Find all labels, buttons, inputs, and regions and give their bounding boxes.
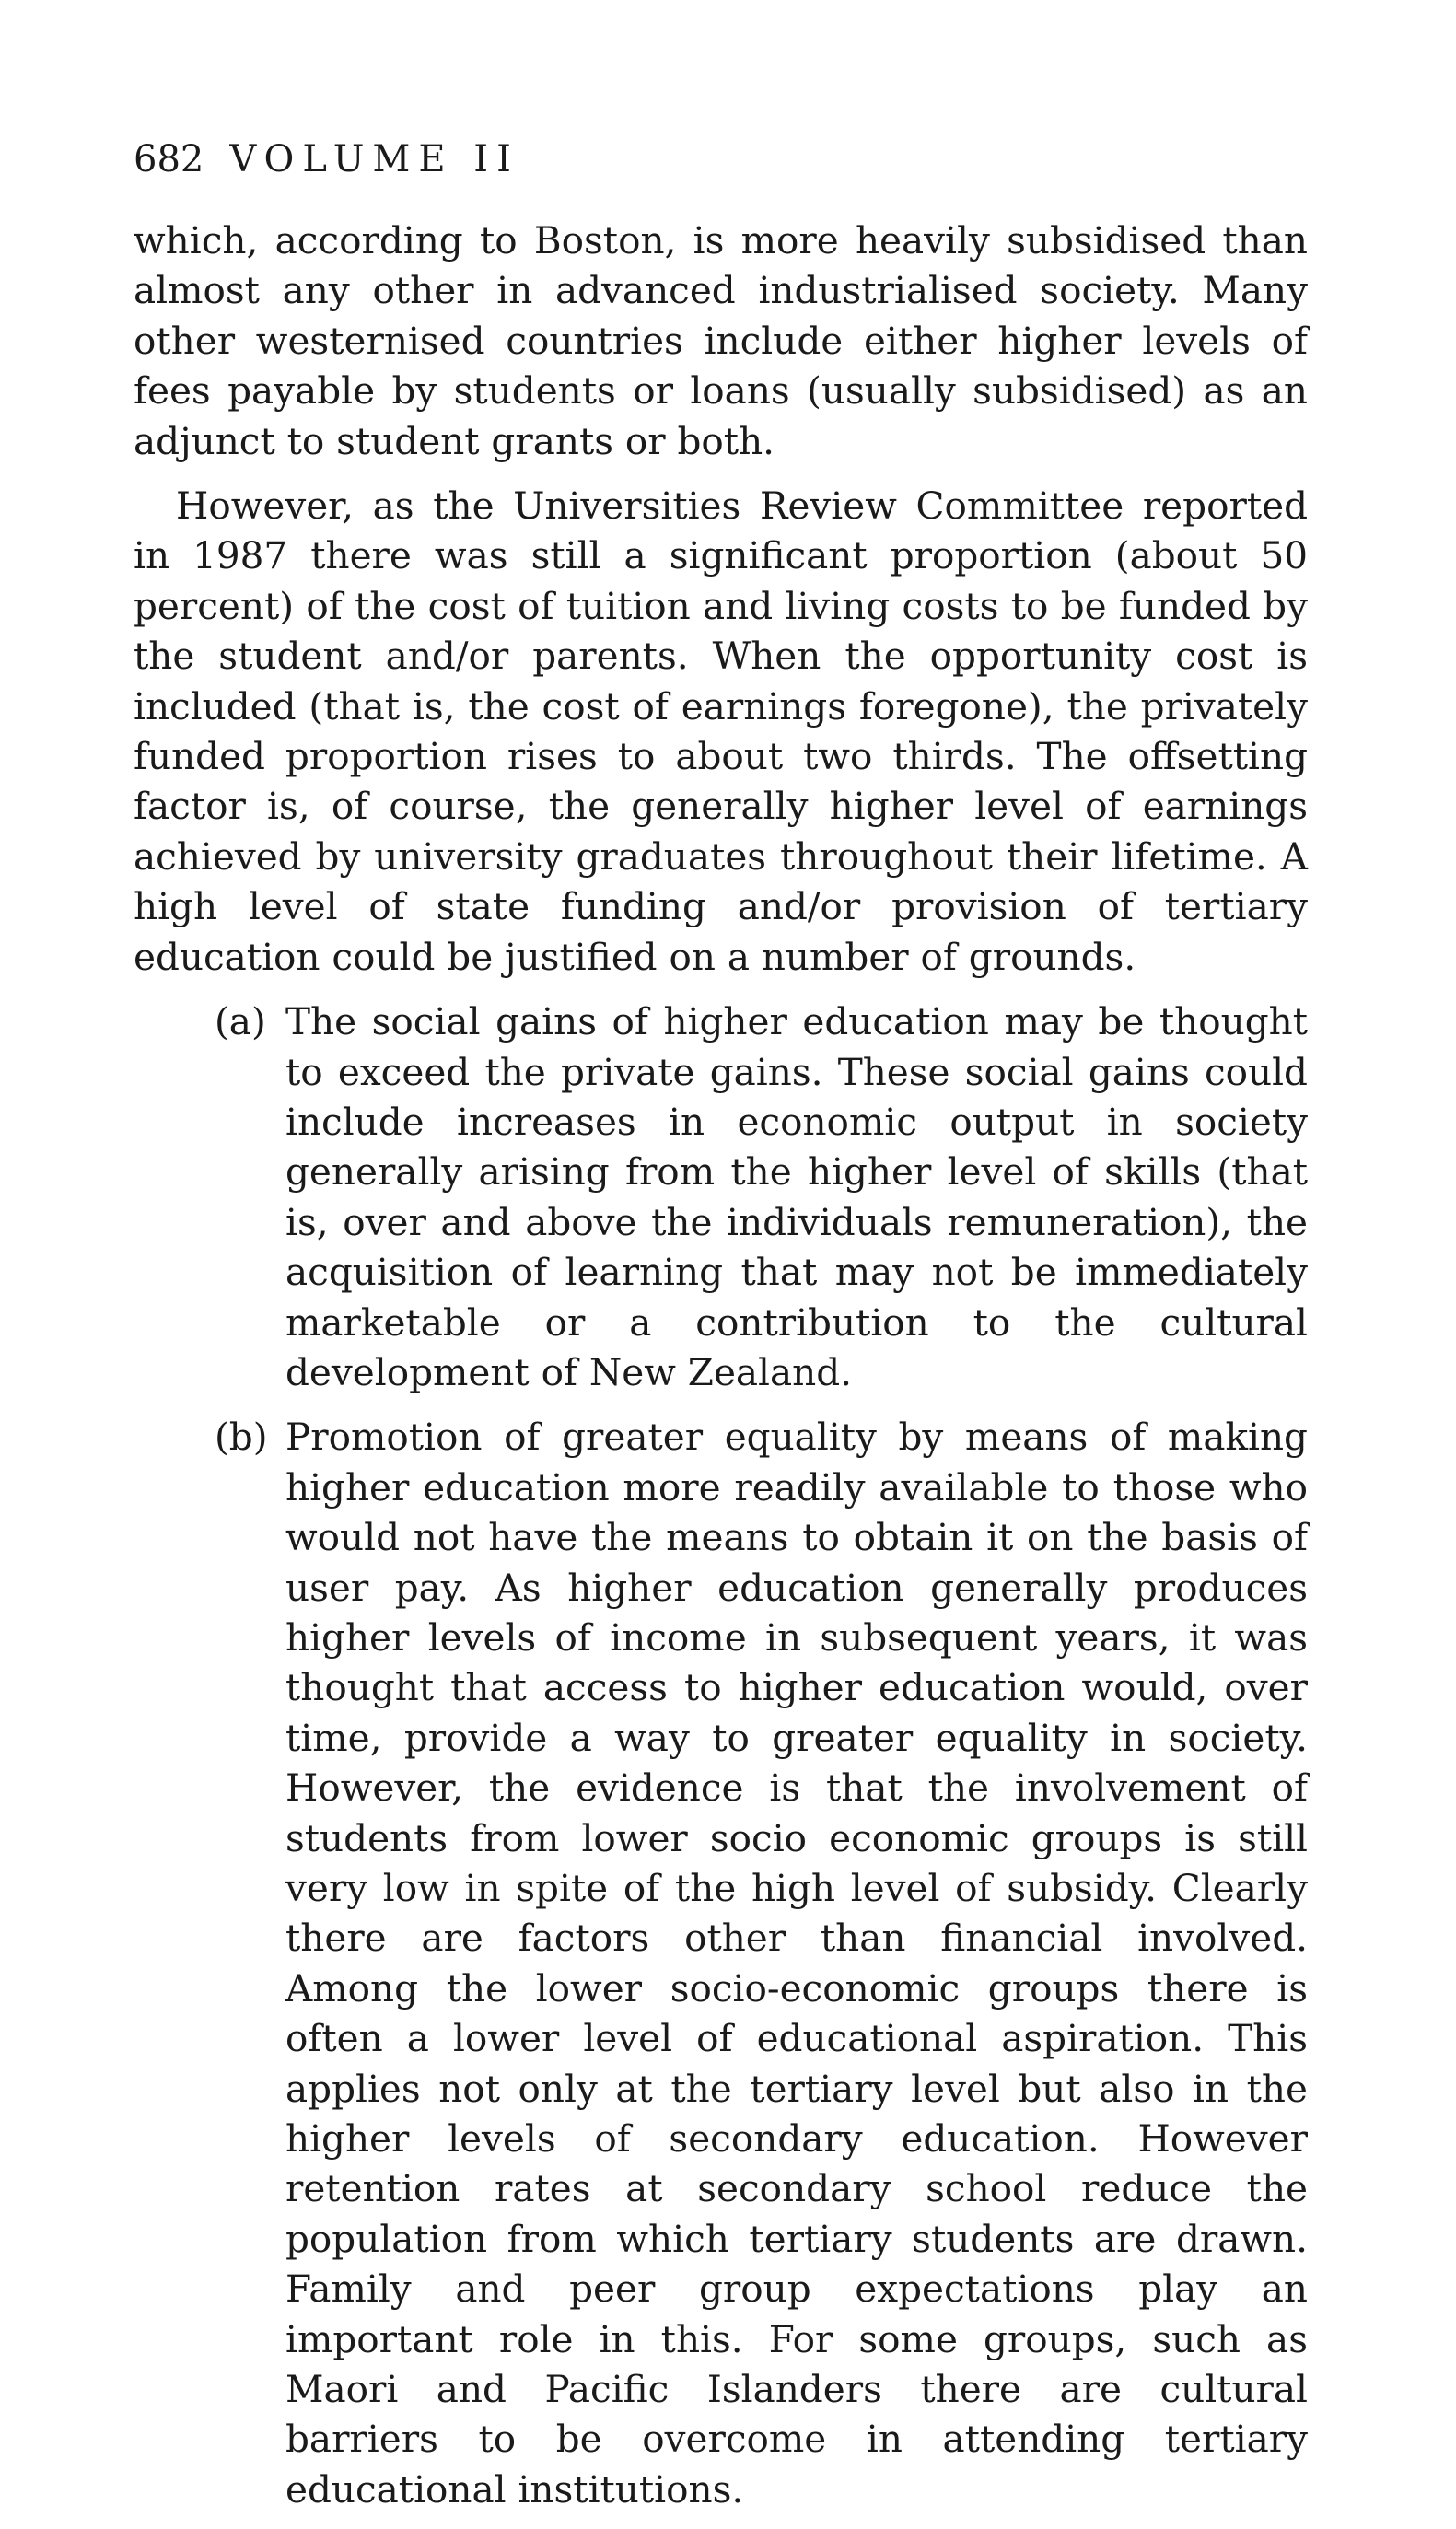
volume-label: VOLUME II: [229, 138, 519, 181]
list-item-text: The social gains of higher education may be thought to exceed the private gains. These social gains could include increases in economic output in society generally arising from the higher level of skills (that is, over and above the individuals remuneration), the acquisition of learning that may not be immediately marketable or a contribution to the cultural development of New Zealand.: [285, 999, 1308, 1394]
body-paragraph: However, as the Universities Review Committee reported in 1987 there was still a significant proportion (about 50 percent) of the cost of tuition and living costs to be funded by the student and/or parents. When the opportunity cost is included (that is, the cost of earnings foregone), the privately funded proportion rises to about two thirds. The offsetting factor is, of course, the generally higher level of earnings achieved by university graduates throughout their lifetime. A high level of state funding and/or provision of tertiary education could be justified on a number of grounds.: [134, 484, 1308, 979]
list-item-label: (a): [215, 999, 266, 1044]
running-head: [134, 136, 1308, 182]
list-item-b: [134, 1412, 1308, 2514]
document-page: [134, 136, 1308, 2529]
body-paragraph-continued: which, according to Boston, is more heavily subsidised than almost any other in advanced industrialised society. Many other westernised countries include either higher levels of fees payable by students or loans (usually subsidised) as an adjunct to student grants or both.: [134, 218, 1308, 463]
list-item-label: (b): [215, 1415, 268, 1460]
list-item-text: Promotion of greater equality by means of making higher education more readily available to those who would not have the means to obtain it on the basis of user pay. As higher education generally produces higher levels of income in subsequent years, it was thought that access to higher education would, over time, provide a way to greater equality in society. However, the evidence is that the involvement of students from lower socio economic groups is still very low in spite of the high level of subsidy. Clearly there are factors other than financial involved. Among the lower socio-economic groups there is often a lower level of educational aspiration. This applies not only at the tertiary level but also in the higher levels of secondary education. However retention rates at secondary school reduce the population from which tertiary students are drawn. Family and peer group expectations play an important role in this. For some groups, such as Maori and Pacific Islanders there are cultural barriers to be overcome in attending tertiary educational institutions.: [285, 1415, 1308, 2512]
page-number: 682: [134, 138, 204, 181]
list-item-a: [134, 996, 1308, 1397]
